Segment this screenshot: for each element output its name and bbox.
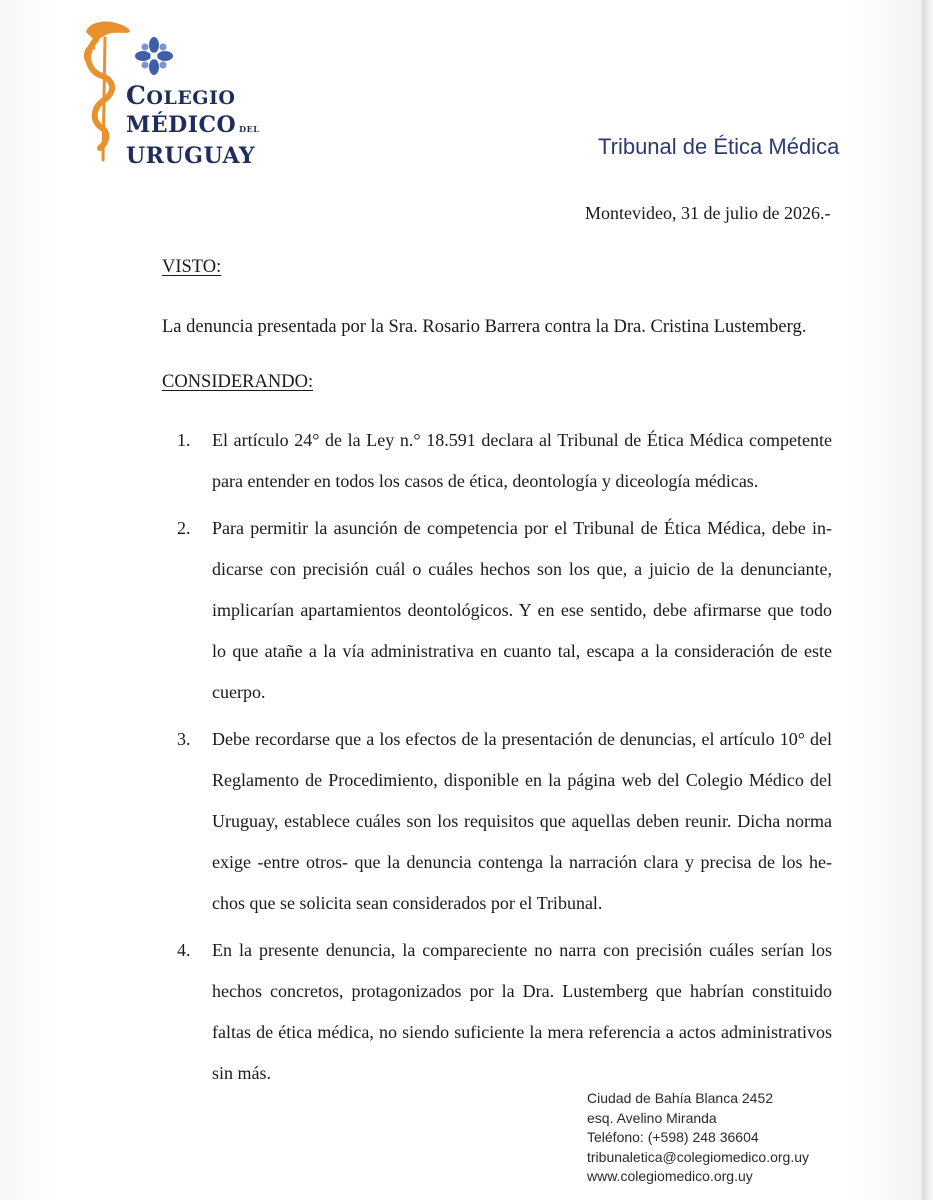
item-number: 2. (177, 518, 191, 538)
item-line: Debe recordarse que a los efectos de la presentación de denuncias, el artículo 10° del (212, 729, 832, 749)
logo-wordmark: COLEGIO MÉDICO DEL URUGUAY (126, 81, 260, 169)
item-line: Reglamento de Procedimiento, disponible en la página web del Colegio Médico del (212, 770, 832, 790)
logo-line-uruguay: URUGUAY (126, 143, 256, 169)
logo-line-medico: MÉDICO (126, 112, 237, 138)
item-line: chos que se solicita sean considerados por el Tribunal. (212, 893, 603, 913)
item-number: 1. (177, 430, 191, 450)
item-line: El artículo 24° de la Ley n.° 18.591 declara al Tribunal de Ética Médica competente (212, 430, 832, 450)
letter-date: Montevideo, 31 de julio de 2026.- (585, 203, 831, 223)
item-line: implicarían apartamientos deontológicos. Y en ese sentido, debe afirmarse que todo (212, 600, 832, 620)
item-line: Para permitir la asunción de competencia por el Tribunal de Ética Médica, debe in- (212, 518, 832, 538)
logo-line-colegio: OLEGIO (146, 87, 236, 109)
considerando-heading: CONSIDERANDO: (162, 372, 314, 392)
item-line: dicarse con precisión cuál o cuáles hechos son los que, a juicio de la denunciante, (212, 559, 832, 579)
department-title: Tribunal de Ética Médica (598, 134, 840, 159)
address-website: www.colegiomedico.org.uy (587, 1168, 753, 1185)
logo-del: DEL (239, 124, 260, 134)
item-number: 3. (177, 729, 191, 749)
item-line: En la presente denuncia, la compareciente no narra con precisión cuáles serían los (212, 940, 832, 960)
footer-address (587, 1089, 809, 1187)
page-edge-shadow (922, 0, 933, 1200)
address-corner: esq. Avelino Miranda (587, 1109, 717, 1126)
item-number: 4. (177, 940, 191, 960)
address-street: Ciudad de Bahía Blanca 2452 (587, 1090, 774, 1106)
visto-heading: VISTO: (162, 257, 222, 277)
address-email: tribunaletica@colegiomedico.org.uy (587, 1148, 809, 1165)
colegio-medico-logo (78, 18, 278, 168)
item-line: exige -entre otros- que la denuncia contenga la narración clara y precisa de los he- (212, 852, 832, 872)
item-line: lo que atañe a la vía administrativa en cuanto tal, escapa a la consideración de este (212, 641, 832, 661)
item-line: cuerpo. (212, 682, 266, 702)
item-line: para entender en todos los casos de ética, deontología y diceología médicas. (212, 471, 759, 491)
item-line: Uruguay, establece cuáles son los requisitos que aquellas deben reunir. Dicha norma (212, 811, 832, 831)
address-phone: Teléfono: (+598) 248 36604 (587, 1129, 759, 1146)
item-line: faltas de ética médica, no siendo suficiente la mera referencia a actos administrativos (212, 1022, 832, 1042)
item-line: sin más. (212, 1063, 272, 1083)
blue-cross-flower-icon (134, 36, 174, 76)
visto-text: La denuncia presentada por la Sra. Rosario Barrera contra la Dra. Cristina Lustemberg. (162, 317, 807, 337)
item-line: hechos concretos, protagonizados por la Dra. Lustemberg que habrían constituido (212, 981, 832, 1001)
